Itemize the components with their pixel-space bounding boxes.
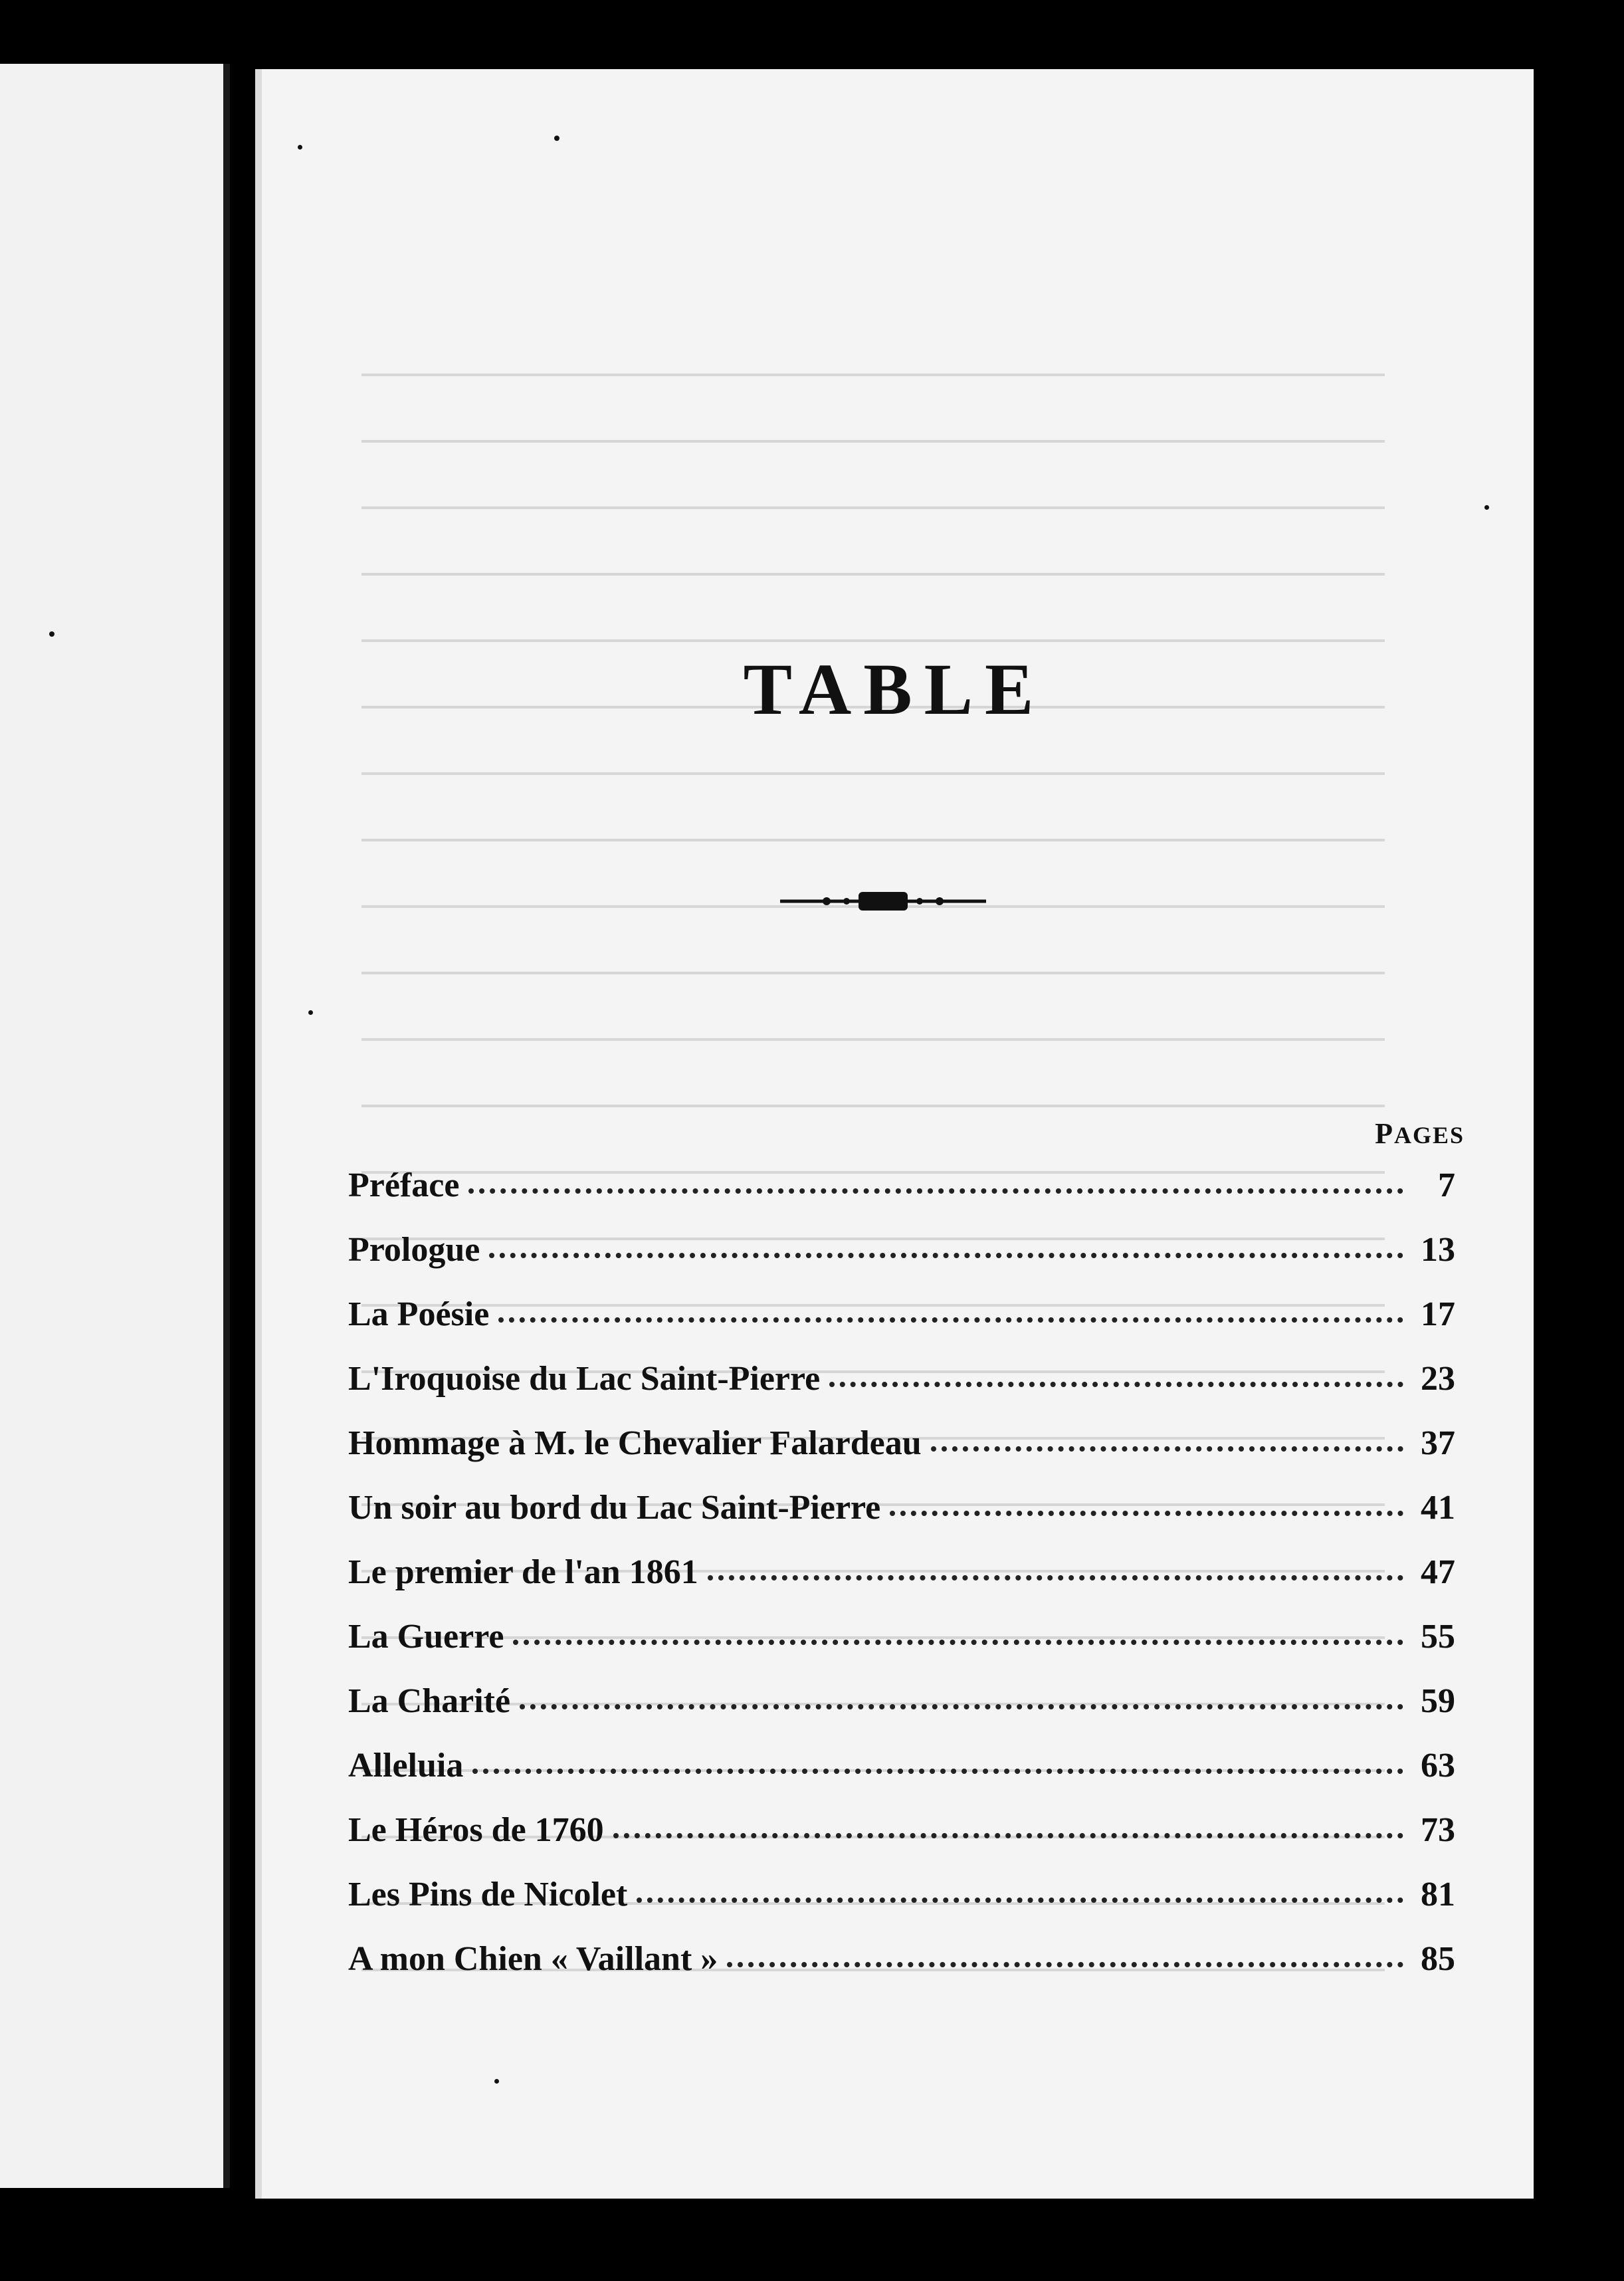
toc-entry-title: Le premier de l'an 1861 (348, 1553, 698, 1591)
toc-entry (348, 1939, 1455, 2004)
toc-entry (348, 1424, 1455, 1488)
toc-entry-page: 13 (1421, 1231, 1455, 1269)
toc-entry-title: A mon Chien « Vaillant » (348, 1940, 718, 1978)
dot-leader (520, 1704, 1403, 1709)
toc-entry-page: 23 (1421, 1360, 1455, 1398)
toc-entry (348, 1166, 1455, 1230)
toc-entry-page: 7 (1438, 1166, 1455, 1204)
toc-entry-title: La Poésie (348, 1295, 490, 1333)
toc-entry-title: Les Pins de Nicolet (348, 1876, 628, 1913)
left-page (0, 64, 230, 2188)
toc-entry (348, 1488, 1455, 1553)
dot-leader (472, 1769, 1403, 1774)
toc-entry-page: 17 (1421, 1295, 1455, 1333)
toc-entry (348, 1230, 1455, 1295)
toc-entry (348, 1359, 1455, 1424)
dot-leader (513, 1640, 1403, 1645)
toc-entry-title: L'Iroquoise du Lac Saint-Pierre (348, 1360, 821, 1398)
dot-leader (890, 1511, 1403, 1516)
toc-entry-page: 81 (1421, 1876, 1455, 1913)
dot-leader (637, 1898, 1403, 1903)
toc-entry-title: Le Héros de 1760 (348, 1811, 604, 1849)
dot-leader (498, 1317, 1403, 1323)
scan-speck (494, 2079, 499, 2084)
toc-entry-page: 59 (1421, 1682, 1455, 1720)
dot-leader (708, 1575, 1403, 1580)
toc-entry-page: 47 (1421, 1553, 1455, 1591)
toc-entry-title: La Guerre (348, 1618, 504, 1656)
pages-header-initial: P (1375, 1117, 1394, 1150)
scan-speck (298, 145, 302, 150)
toc-entry-title: Hommage à M. le Chevalier Falardeau (348, 1424, 922, 1462)
scan-speck (49, 631, 54, 637)
toc-entry-title: Un soir au bord du Lac Saint-Pierre (348, 1489, 881, 1527)
ornament-rule (780, 889, 986, 913)
pages-header-rest: AGES (1393, 1122, 1465, 1148)
toc-entry (348, 1746, 1455, 1810)
toc-entry-page: 63 (1421, 1747, 1455, 1785)
toc-entry-page: 37 (1421, 1424, 1455, 1462)
toc-entry (348, 1810, 1455, 1875)
scan-speck (308, 1010, 313, 1015)
toc-entry (348, 1295, 1455, 1359)
page-title: TABLE (743, 649, 1046, 730)
dot-leader (829, 1382, 1403, 1387)
toc-entry-title: La Charité (348, 1682, 511, 1720)
scan-speck (1484, 505, 1489, 510)
toc-entry (348, 1553, 1455, 1617)
dot-leader (489, 1253, 1403, 1258)
toc-entry-page: 85 (1421, 1940, 1455, 1978)
toc-list (348, 1166, 1455, 2004)
toc-entry (348, 1617, 1455, 1682)
toc-entry-title: Alleluia (348, 1747, 464, 1785)
dot-leader (727, 1962, 1403, 1967)
scan-speck (554, 136, 559, 141)
pages-column-header (1375, 1117, 1465, 1150)
toc-entry (348, 1875, 1455, 1939)
toc-entry-title: Prologue (348, 1231, 480, 1269)
toc-entry-page: 73 (1421, 1811, 1455, 1849)
dot-leader (468, 1188, 1403, 1194)
toc-entry-page: 55 (1421, 1618, 1455, 1656)
dot-leader (613, 1833, 1403, 1838)
toc-entry-page: 41 (1421, 1489, 1455, 1527)
table-of-contents-page (255, 69, 1534, 2199)
toc-entry (348, 1682, 1455, 1746)
toc-entry-title: Préface (348, 1166, 460, 1204)
dot-leader (931, 1446, 1403, 1452)
